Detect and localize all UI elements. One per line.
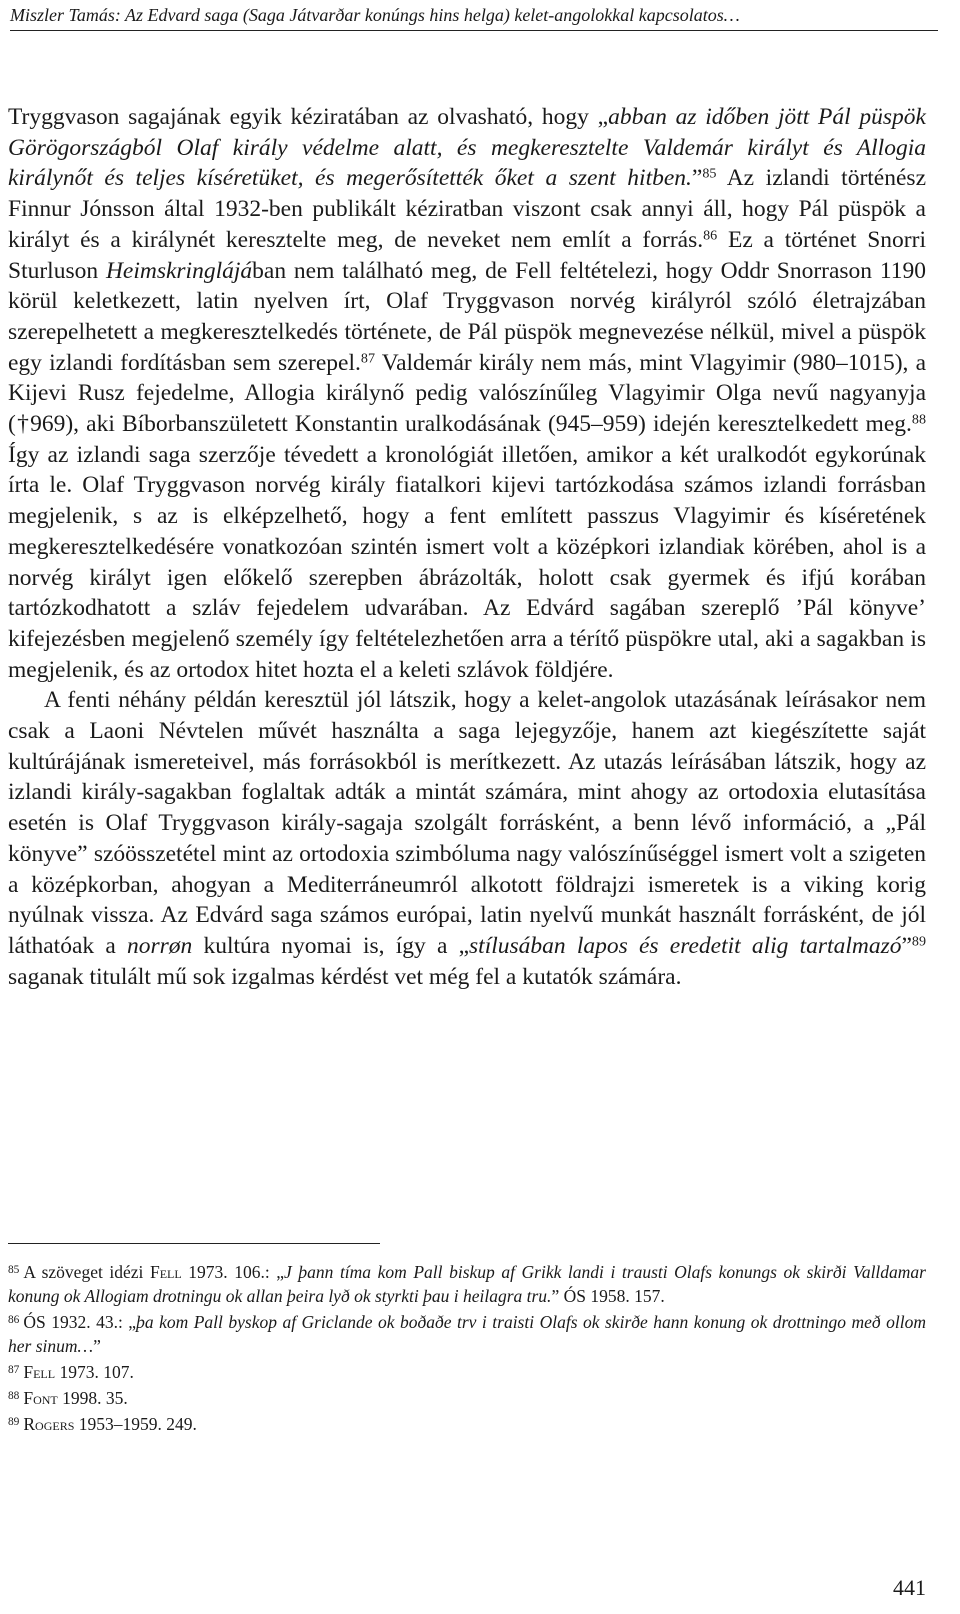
running-head-author: Miszler Tamás: bbox=[10, 5, 121, 25]
text-span: 1973. 106.: „ bbox=[181, 1262, 285, 1283]
author-name: Rogers bbox=[23, 1414, 75, 1435]
footnote-number: 87 bbox=[8, 1364, 20, 1377]
text-span: Valdemár király nem más, mint Vlagyimir (980–1015), a Kijevi Rusz fejedelme, Allogia királynő pedig valószínűleg Vlagyimir Olga nevű nagyanyja (†969), aki Bíborbanszületett Konstantin uralkodásának (945–959) idején keresztelkedett meg. bbox=[8, 349, 926, 438]
text-span: Az izlandi történész Finnur Jónsson által 1932-ben publikált kéziratban viszont csak annyi áll, hogy Pál püspök a királyt és a királynét keresztelte meg, de neveket nem említ a forrás. bbox=[8, 165, 926, 253]
text-span: saganak titulált mű sok izgalmas kérdést vet még fel a kutatók számára. bbox=[8, 963, 682, 990]
text-span: Így az izlandi saga szerzője tévedett a kronológiát illetően, amikor a két uralkodót egykorúnak írta le. Olaf Tryggvason norvég király fiatalkori kijevi tartózkodása számos izlandi forrásban megjelenik, s az is elképzelhető, hogy a fent említett passzus Vlagyimir és kíséretének megkeresztelkedésére vonatkozóan szintén ismert volt a középkori izlandiak körében, ahol is a norvég királyt igen előkelő szerepben ábrázolták, holott csak gyermek és ifjú korában tartózkodhatott a szláv fejedelem udvarában. Az Edvárd sagában szereplő ’Pál könyve’ kifejezésben megjelenő személy így feltételezhetően arra a térítő püspökre utal, aki a sagakban is megjelenik, és az ortodox hitet hozta el a keleti szlávok földjére. bbox=[8, 441, 926, 683]
text-span: Tryggvason sagajának egyik kéziratában az olvasható, hogy „ bbox=[8, 104, 609, 130]
italic-quote: þa kom Pall byskop af Griclande ok boðaðe trv i traisti Olafs ok skirðe hann konung ok drottningo með ollom her sinum… bbox=[8, 1312, 926, 1357]
text-span: ” bbox=[93, 1336, 101, 1357]
footnote-ref-89[interactable]: 89 bbox=[911, 933, 927, 950]
footnote-number: 85 bbox=[8, 1264, 20, 1276]
footnote-87 bbox=[8, 1358, 926, 1384]
footnote-ref-88[interactable]: 88 bbox=[911, 411, 926, 428]
text-span: ban nem található meg, de Fell feltételezi, hogy Oddr Snorrason 1190 körül keletkezett, latin nyelven írt, Olaf Tryggvason norvég királyról szóló életrajzában szerepelhetett a megkeresztelkedés története, de Pál püspök megnevezése nélkül, mivel a püspök egy izlandi fordításban sem szerepel. bbox=[8, 257, 926, 376]
italic-quote: J þann tíma kom Pall biskup af Grikk landi i trausti Olafs konungs ok skirði Valldamar konung ok Allogiam drotningu ok allan þeira lyð ok styrkti þau i heilagra tru. bbox=[8, 1262, 926, 1307]
footnote-number: 89 bbox=[8, 1416, 20, 1429]
text-span: 1998. 35. bbox=[57, 1388, 128, 1409]
footnote-86 bbox=[8, 1308, 926, 1358]
author-name: Fell bbox=[149, 1262, 182, 1283]
text-span: kultúra nyomai is, így a „ bbox=[192, 932, 470, 959]
text-span: ” bbox=[901, 932, 912, 959]
text-span: ÓS 1932. 43.: „ bbox=[23, 1312, 137, 1333]
paragraph-2 bbox=[8, 685, 926, 992]
footnote-89 bbox=[8, 1410, 926, 1436]
footnote-number: 86 bbox=[8, 1314, 20, 1327]
text-span: Ez a történet Snorri Sturluson bbox=[8, 226, 926, 284]
page-number: 441 bbox=[893, 1575, 926, 1600]
footnotes bbox=[8, 1258, 926, 1437]
text-span: 1973. 107. bbox=[55, 1362, 134, 1383]
body-text bbox=[8, 102, 926, 992]
italic-word: norrøn bbox=[126, 932, 193, 959]
text-span: 1953–1959. 249. bbox=[74, 1414, 197, 1435]
text-span: A szöveget idézi bbox=[23, 1262, 150, 1283]
footnote-number: 88 bbox=[8, 1390, 20, 1403]
text-span: A fenti néhány példán keresztül jól látszik, hogy a kelet-angolok utazásának leírásakor nem csak a Laoni Névtelen művét használta a saga lejegyzője, hanem azt kiegészítette saját kultúrájának ismereteivel, más forrásokból is merítkezett. Az utazás leírásában látszik, hogy az izlandi király-sagakban foglaltak adták a mintát számára, mint ahogy az ortodoxia elutasítása esetén is Olaf Tryggvason király-sagaja szolgált forrásként, a benn lévő információ, a „Pál könyve” szóösszetétel mint az ortodoxia szimbóluma nagy valószínűséggel ismert volt a szigeten a középkorban, ahogyan a Mediterráneumról alkotott földrajzi ismeretek is a viking korig nyúlnak vissza. Az Edvárd saga számos európai, latin nyelvű munkát használt forrásként, de jól láthatóak a bbox=[8, 687, 926, 959]
italic-title: Heimskringlájá bbox=[105, 257, 253, 284]
footnote-ref-85[interactable]: 85 bbox=[702, 165, 717, 182]
text-span: ” bbox=[691, 165, 703, 192]
footnote-ref-86[interactable]: 86 bbox=[703, 227, 718, 244]
paragraph-1 bbox=[8, 102, 926, 685]
footnote-separator bbox=[8, 1243, 380, 1244]
running-head bbox=[10, 0, 938, 31]
text-span: ” ÓS 1958. 157. bbox=[551, 1286, 665, 1307]
footnote-85 bbox=[8, 1258, 926, 1308]
italic-quote: stílusában lapos és eredetit alig tartalmazó bbox=[469, 932, 902, 959]
running-head-title: Az Edvard saga (Saga Játvarðar konúngs hins helga) kelet-angolokkal kapcsolatos… bbox=[120, 5, 740, 25]
footnote-ref-87[interactable]: 87 bbox=[360, 349, 375, 366]
italic-quote: abban az időben jött Pál püspök Görögországból Olaf király védelme alatt, és megkeresztelte Valdemár királyt és Allogia királynőt és teljes kíséretüket, és megerősítették őket a szent hitben. bbox=[8, 104, 926, 192]
author-name: Fell bbox=[23, 1362, 56, 1383]
footnote-88 bbox=[8, 1384, 926, 1410]
author-name: Font bbox=[23, 1388, 58, 1409]
